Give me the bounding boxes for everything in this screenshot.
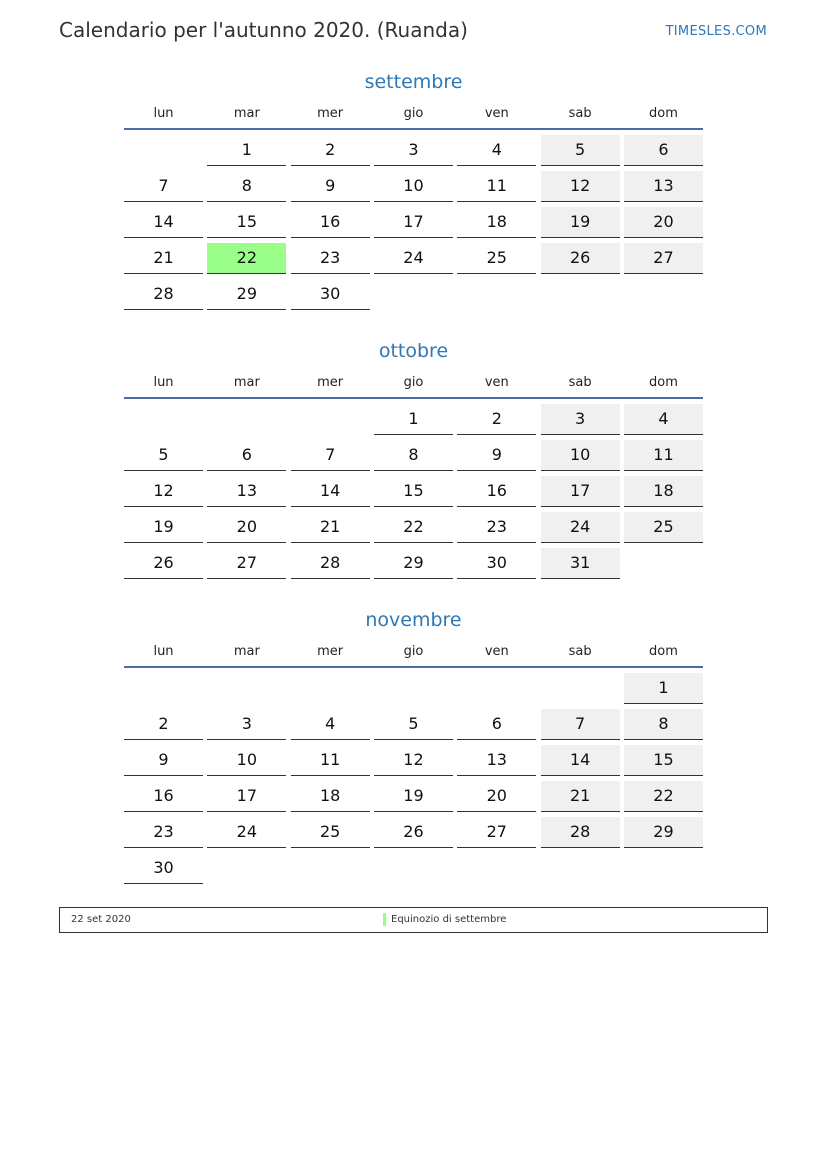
day-cell: 25: [624, 512, 703, 543]
day-cell: 6: [624, 135, 703, 166]
day-cell: 20: [624, 207, 703, 238]
empty-cell: [124, 404, 203, 434]
day-cell: 16: [457, 476, 536, 507]
day-cell: 23: [124, 817, 203, 848]
page-title: Calendario per l'autunno 2020. (Ruanda): [59, 18, 468, 42]
weekday-label: mar: [233, 643, 260, 659]
month-october: [124, 337, 703, 579]
legend-date: 22 set 2020: [71, 914, 131, 925]
day-cell: 17: [541, 476, 620, 507]
day-cell: 26: [541, 243, 620, 274]
day-cell: 10: [374, 171, 453, 202]
day-cell: 7: [291, 440, 370, 471]
empty-cell: [624, 279, 703, 309]
day-cell: 5: [124, 440, 203, 471]
empty-cell: [457, 279, 536, 309]
weekday-label: ven: [484, 643, 509, 659]
day-cell: 9: [457, 440, 536, 471]
day-cell: 30: [457, 548, 536, 579]
empty-cell: [291, 853, 370, 883]
day-cell: 28: [291, 548, 370, 579]
day-cell: 18: [291, 781, 370, 812]
day-cell: 4: [457, 135, 536, 166]
day-cell: 15: [624, 745, 703, 776]
day-cell: 12: [541, 171, 620, 202]
weekday-label: ven: [484, 105, 509, 121]
holiday-legend: [59, 907, 768, 933]
day-cell: 21: [541, 781, 620, 812]
day-cell: 10: [207, 745, 286, 776]
day-cell: 24: [541, 512, 620, 543]
empty-cell: [374, 279, 453, 309]
day-cell: 21: [291, 512, 370, 543]
day-cell: 11: [291, 745, 370, 776]
month-name: ottobre: [378, 340, 449, 362]
header-rule: [124, 666, 703, 668]
weekday-label: sab: [568, 105, 592, 121]
day-cell: 23: [291, 243, 370, 274]
day-cell: 6: [457, 709, 536, 740]
day-cell: 26: [124, 548, 203, 579]
empty-cell: [541, 673, 620, 703]
day-cell: 3: [541, 404, 620, 435]
day-cell: 11: [457, 171, 536, 202]
day-cell: 2: [291, 135, 370, 166]
day-cell: 14: [541, 745, 620, 776]
day-cell: 9: [124, 745, 203, 776]
weekday-label: mar: [233, 374, 260, 390]
month-name: settembre: [364, 71, 463, 93]
day-cell: 4: [624, 404, 703, 435]
month-name: novembre: [365, 609, 462, 631]
day-cell: 30: [124, 853, 203, 884]
day-cell: 13: [207, 476, 286, 507]
day-cell: 25: [291, 817, 370, 848]
day-grid: [124, 673, 703, 884]
day-grid: [124, 135, 703, 310]
day-cell: 17: [207, 781, 286, 812]
weekday-label: lun: [153, 105, 174, 121]
day-cell: 1: [207, 135, 286, 166]
legend-event: Equinozio di settembre: [391, 914, 507, 925]
empty-cell: [291, 673, 370, 703]
day-cell: 27: [624, 243, 703, 274]
empty-cell: [124, 673, 203, 703]
weekday-label: sab: [568, 374, 592, 390]
day-cell: 19: [374, 781, 453, 812]
empty-cell: [624, 853, 703, 883]
day-cell: 7: [124, 171, 203, 202]
day-cell: 16: [291, 207, 370, 238]
day-cell: 30: [291, 279, 370, 310]
empty-cell: [457, 853, 536, 883]
day-cell: 8: [624, 709, 703, 740]
weekday-label: lun: [153, 374, 174, 390]
empty-cell: [124, 135, 203, 165]
day-cell: 12: [124, 476, 203, 507]
day-cell: 19: [124, 512, 203, 543]
brand-link[interactable]: TIMESLES.COM: [665, 24, 767, 39]
day-cell: 14: [291, 476, 370, 507]
weekday-header: [124, 636, 703, 666]
legend-color-marker: [383, 913, 386, 926]
weekday-label: mer: [317, 643, 344, 659]
empty-cell: [207, 853, 286, 883]
weekday-label: gio: [403, 643, 424, 659]
day-cell: 2: [124, 709, 203, 740]
day-cell: 26: [374, 817, 453, 848]
empty-cell: [374, 853, 453, 883]
day-cell: 29: [374, 548, 453, 579]
weekday-label: mar: [233, 105, 260, 121]
day-cell: 16: [124, 781, 203, 812]
weekday-label: dom: [649, 374, 678, 390]
empty-cell: [207, 404, 286, 434]
day-cell: 13: [624, 171, 703, 202]
day-cell: 15: [374, 476, 453, 507]
header-rule: [124, 128, 703, 130]
weekday-label: dom: [649, 643, 678, 659]
day-cell: 5: [374, 709, 453, 740]
day-cell: 1: [374, 404, 453, 435]
day-cell: 24: [207, 817, 286, 848]
weekday-label: gio: [403, 105, 424, 121]
day-cell: 17: [374, 207, 453, 238]
weekday-label: mer: [317, 374, 344, 390]
day-cell: 5: [541, 135, 620, 166]
day-cell: 1: [624, 673, 703, 704]
day-cell: 12: [374, 745, 453, 776]
day-grid: [124, 404, 703, 579]
day-cell: 19: [541, 207, 620, 238]
empty-cell: [624, 548, 703, 578]
day-cell: 29: [624, 817, 703, 848]
day-cell: 8: [374, 440, 453, 471]
weekday-label: dom: [649, 105, 678, 121]
day-cell: 9: [291, 171, 370, 202]
day-cell: 22: [374, 512, 453, 543]
month-november: [124, 606, 703, 884]
empty-cell: [541, 853, 620, 883]
day-cell: 13: [457, 745, 536, 776]
day-cell: 6: [207, 440, 286, 471]
empty-cell: [207, 673, 286, 703]
day-cell: 18: [457, 207, 536, 238]
weekday-label: mer: [317, 105, 344, 121]
weekday-label: gio: [403, 374, 424, 390]
day-cell: 3: [374, 135, 453, 166]
day-cell: 28: [124, 279, 203, 310]
day-cell: 22: [624, 781, 703, 812]
day-cell: 31: [541, 548, 620, 579]
weekday-header: [124, 367, 703, 397]
day-cell: 15: [207, 207, 286, 238]
day-cell: 10: [541, 440, 620, 471]
day-cell: 7: [541, 709, 620, 740]
day-cell: 23: [457, 512, 536, 543]
day-cell: 21: [124, 243, 203, 274]
day-cell: 11: [624, 440, 703, 471]
day-cell: 20: [457, 781, 536, 812]
day-cell: 27: [457, 817, 536, 848]
empty-cell: [291, 404, 370, 434]
day-cell: 22: [207, 243, 286, 274]
day-cell: 3: [207, 709, 286, 740]
empty-cell: [374, 673, 453, 703]
day-cell: 29: [207, 279, 286, 310]
day-cell: 20: [207, 512, 286, 543]
weekday-label: lun: [153, 643, 174, 659]
month-september: [124, 68, 703, 310]
weekday-label: sab: [568, 643, 592, 659]
day-cell: 14: [124, 207, 203, 238]
day-cell: 24: [374, 243, 453, 274]
empty-cell: [541, 279, 620, 309]
day-cell: 25: [457, 243, 536, 274]
day-cell: 18: [624, 476, 703, 507]
weekday-label: ven: [484, 374, 509, 390]
empty-cell: [457, 673, 536, 703]
weekday-header: [124, 98, 703, 128]
day-cell: 2: [457, 404, 536, 435]
day-cell: 27: [207, 548, 286, 579]
header-rule: [124, 397, 703, 399]
day-cell: 28: [541, 817, 620, 848]
day-cell: 8: [207, 171, 286, 202]
day-cell: 4: [291, 709, 370, 740]
